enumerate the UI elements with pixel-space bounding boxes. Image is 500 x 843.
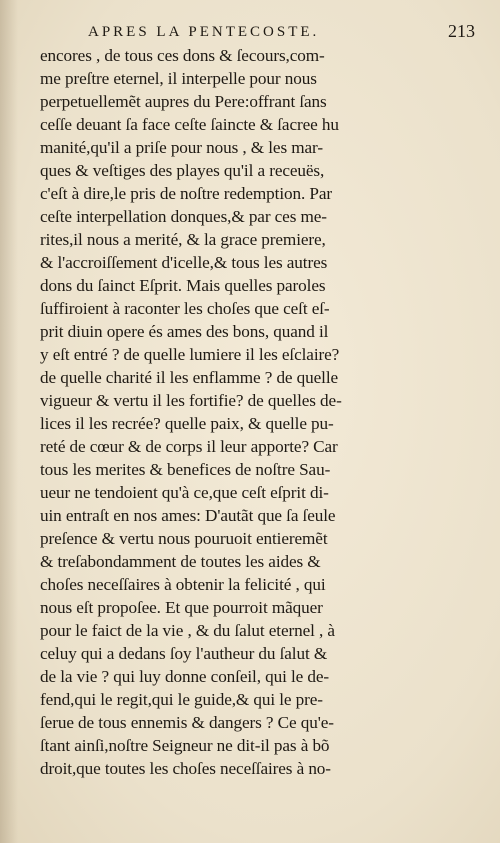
text-line: y eſt entré ? de quelle lumiere il les eſclaire? <box>40 345 340 364</box>
text-line: dons du ſainct Eſprit. Mais quelles paroles <box>40 276 326 295</box>
text-line: lices il les recrée? quelle paix, & quelle pu- <box>40 414 334 433</box>
gutter-shadow <box>0 0 18 843</box>
text-line: reté de cœur & de corps il leur apporte? Car <box>40 437 338 456</box>
text-line: & treſabondamment de toutes les aides & <box>40 552 321 571</box>
text-line: nous eſt propoſee. Et que pourroit mãquer <box>40 598 323 617</box>
text-line: ueur ne tendoient qu'à ce,que ceſt eſprit di- <box>40 483 329 502</box>
text-line: pour le faict de la vie , & du ſalut eternel , à <box>40 621 335 640</box>
text-line: ſtant ainſi,noſtre Seigneur ne dit-il pas à bõ <box>40 736 330 755</box>
text-line: encores , de tous ces dons & ſecours,com- <box>40 46 325 65</box>
text-line: ſuffiroient à raconter les choſes que ceſt eſ- <box>40 299 330 318</box>
running-title: APRES LA PENTECOSTE. <box>88 24 320 40</box>
text-line: perpetuellemẽt aupres du Pere:offrant ſans <box>40 92 327 111</box>
text-line: vigueur & vertu il les fortifie? de quelles de- <box>40 391 342 410</box>
text-line: preſence & vertu nous pouruoit entieremẽt <box>40 529 328 548</box>
page-number: 213 <box>448 21 475 41</box>
text-line: c'eſt à dire,le pris de noſtre redemption. Par <box>40 184 333 203</box>
text-line: de quelle charité il les enflamme ? de quelle <box>40 368 339 387</box>
text-line: celuy qui a dedans ſoy l'autheur du ſalut & <box>40 644 328 663</box>
text-line: ques & veſtiges des playes qu'il a receuës, <box>40 161 325 180</box>
text-line: & l'accroiſſement d'icelle,& tous les autres <box>40 253 328 272</box>
text-line: ſerue de tous ennemis & dangers ? Ce qu'e- <box>40 713 334 732</box>
text-line: me preſtre eternel, il interpelle pour nous <box>40 69 317 88</box>
text-line: ceſte interpellation donques,& par ces me- <box>40 207 327 226</box>
body-text <box>40 44 452 780</box>
text-line: de la vie ? qui luy donne conſeil, qui le de- <box>40 667 330 686</box>
text-line: ceſſe deuant ſa face ceſte ſaincte & ſacree hu <box>40 115 339 134</box>
text-line: rites,il nous a merité, & la grace premiere, <box>40 230 326 249</box>
text-line: tous les merites & benefices de noſtre Sau- <box>40 460 331 479</box>
text-line: prit diuin opere és ames des bons, quand il <box>40 322 329 341</box>
text-line: fend,qui le regit,qui le guide,& qui le pre- <box>40 690 323 709</box>
text-line: droit,que toutes les choſes neceſſaires à no- <box>40 759 331 778</box>
text-line: choſes neceſſaires à obtenir la felicité , qui <box>40 575 326 594</box>
text-line: manité,qu'il a priſe pour nous , & les mar- <box>40 138 323 157</box>
text-line: uin entraſt en nos ames: D'autãt que ſa ſeule <box>40 506 336 525</box>
